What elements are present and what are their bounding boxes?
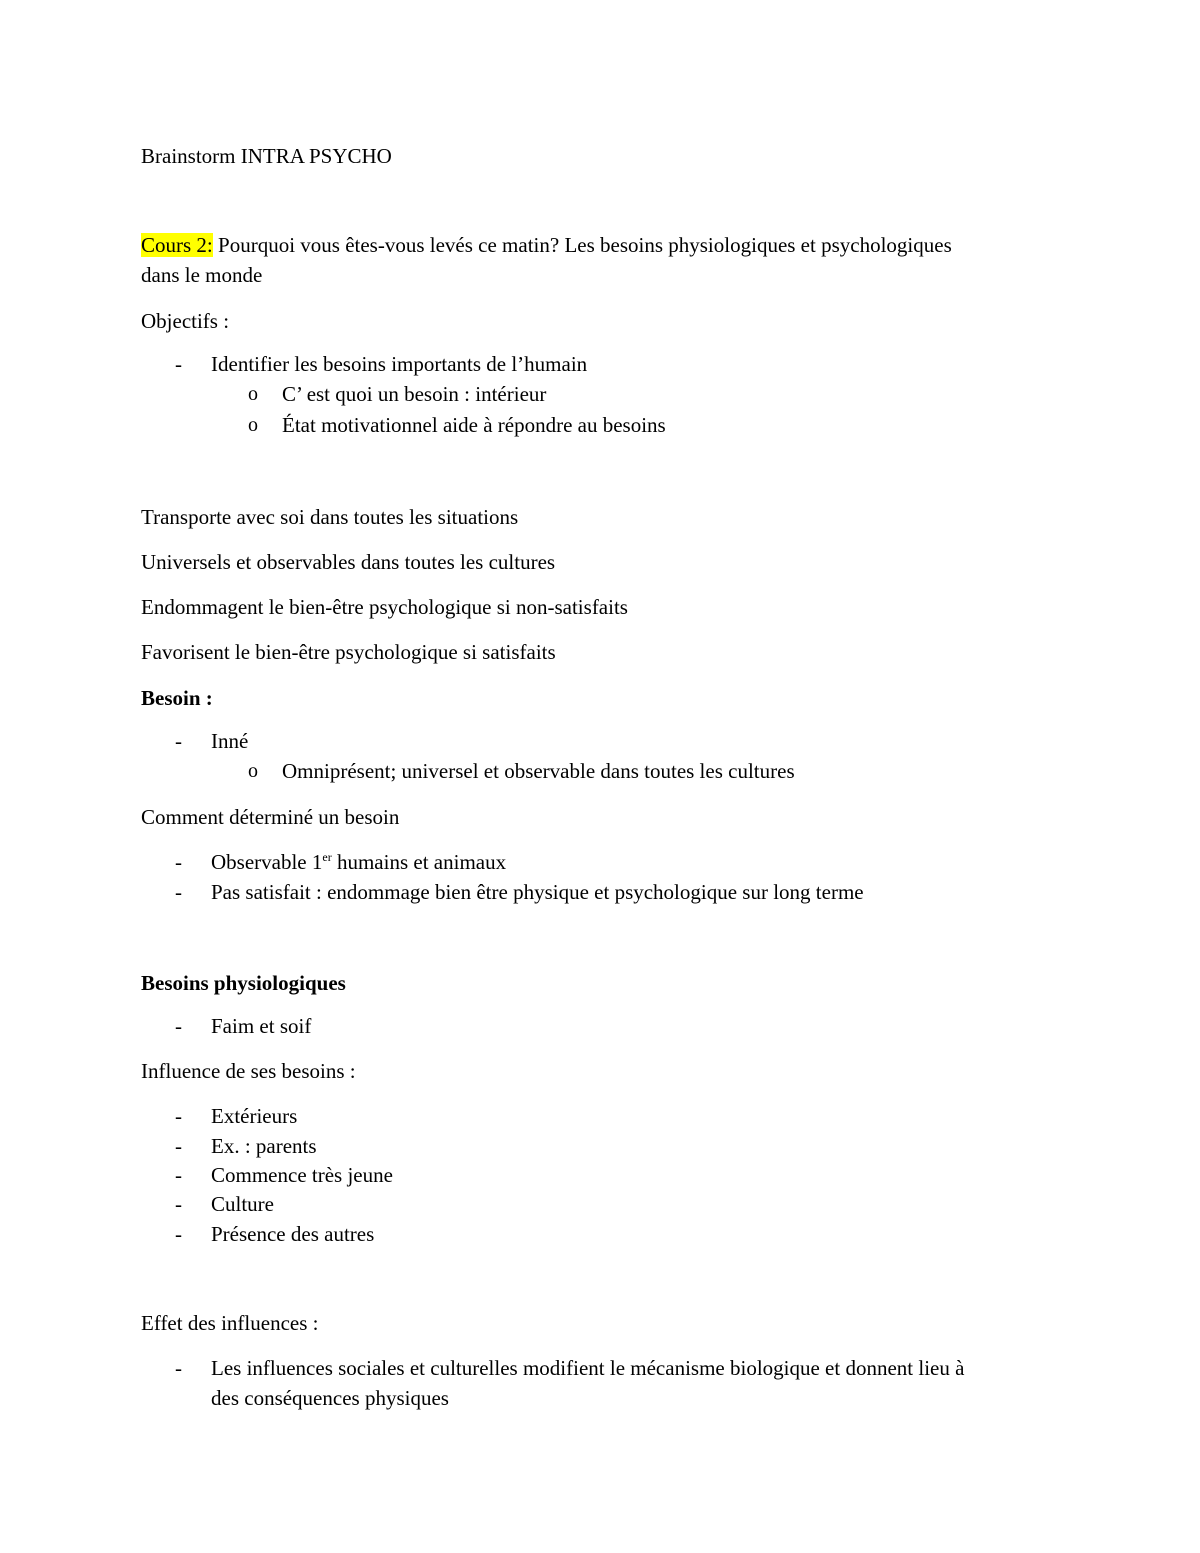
- inne-item: Inné: [211, 729, 249, 753]
- comment-heading: Comment déterminé un besoin: [141, 805, 400, 829]
- bullet-dash: -: [175, 880, 182, 904]
- influence-item: Commence très jeune: [211, 1163, 393, 1187]
- paragraph-favorisent: Favorisent le bien-être psychologique si satisfaits: [141, 640, 556, 664]
- paragraph-universels: Universels et observables dans toutes les cultures: [141, 550, 556, 574]
- bullet-circle: o: [248, 760, 258, 782]
- bullet-circle: o: [248, 383, 258, 405]
- bullet-dash: -: [175, 1163, 182, 1187]
- inne-subitem: Omniprésent; universel et observable dans toutes les cultures: [282, 759, 795, 783]
- objectif-item: Identifier les besoins importants de l’humain: [211, 352, 588, 376]
- besoin-heading: Besoin :: [141, 686, 213, 710]
- observable-item: [211, 849, 506, 875]
- cours-line: [141, 232, 952, 258]
- objectifs-heading: Objectifs :: [141, 309, 230, 333]
- paragraph-endommagent: Endommagent le bien-être psychologique si non-satisfaits: [141, 595, 628, 619]
- cours-label-highlight: Cours 2:: [141, 233, 213, 257]
- bullet-dash: -: [175, 1014, 182, 1038]
- bullet-dash: -: [175, 729, 182, 753]
- physio-heading: Besoins physiologiques: [141, 971, 346, 995]
- influence-item: Extérieurs: [211, 1104, 298, 1128]
- observable-text: Observable 1: [211, 850, 323, 874]
- bullet-circle: o: [248, 414, 258, 436]
- bullet-dash: -: [175, 1104, 182, 1128]
- bullet-dash: -: [175, 850, 182, 874]
- bullet-dash: -: [175, 1356, 182, 1380]
- effet-item-continued: des conséquences physiques: [211, 1386, 449, 1410]
- objectif-subitem-1: C’ est quoi un besoin : intérieur: [282, 382, 547, 406]
- ordinal-superscript: er: [322, 850, 332, 864]
- influence-item: Ex. : parents: [211, 1134, 317, 1158]
- cours-text-continued: dans le monde: [141, 263, 263, 287]
- cours-text: Pourquoi vous êtes-vous levés ce matin? Les besoins physiologiques et psychologiques: [212, 233, 952, 257]
- influence-item: Culture: [211, 1192, 274, 1216]
- objectif-subitem-2: État motivationnel aide à répondre au besoins: [282, 413, 666, 437]
- bullet-dash: -: [175, 1222, 182, 1246]
- faim-item: Faim et soif: [211, 1014, 312, 1038]
- paragraph-transporte: Transporte avec soi dans toutes les situations: [141, 505, 519, 529]
- influence-heading: Influence de ses besoins :: [141, 1059, 356, 1083]
- effet-heading: Effet des influences :: [141, 1311, 319, 1335]
- observable-text-rest: humains et animaux: [331, 850, 507, 874]
- bullet-dash: -: [175, 1134, 182, 1158]
- bullet-dash: -: [175, 1192, 182, 1216]
- effet-item: Les influences sociales et culturelles modifient le mécanisme biologique et donnent lieu à: [211, 1356, 965, 1380]
- bullet-dash: -: [175, 352, 182, 376]
- influence-item: Présence des autres: [211, 1222, 375, 1246]
- pas-satisfait-item: Pas satisfait : endommage bien être physique et psychologique sur long terme: [211, 880, 864, 904]
- document-title: Brainstorm INTRA PSYCHO: [141, 144, 392, 168]
